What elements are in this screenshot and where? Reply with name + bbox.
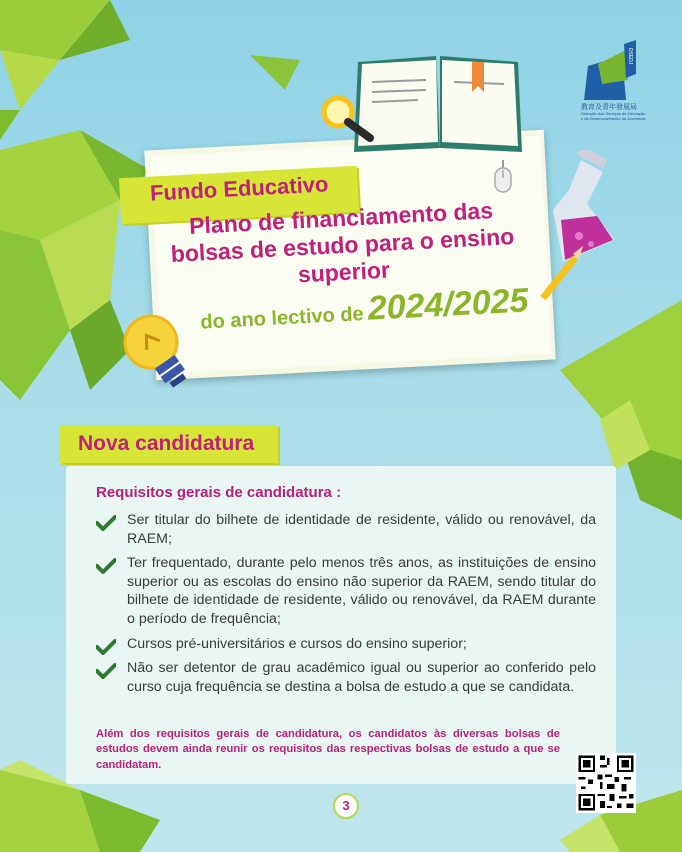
requirement-text: Ter frequentado, durante pelo menos três anos, as instituições de ensino superior ou as escolas do ensino não superior da RAEM, sendo titular do bilhete de identidade de residente, válido ou renovável, da RAEM durante o período de frequência; bbox=[127, 555, 596, 627]
pencil-icon bbox=[543, 258, 575, 298]
checkmark-icon bbox=[96, 515, 116, 531]
logo-text bbox=[581, 104, 646, 121]
logo-name-chinese: 教育及青年發展局 bbox=[581, 104, 637, 111]
requirement-text: Não ser detentor de grau académico igual ou superior ao conferido pelo curso cuja frequência se destina a bolsa de estudo a que se candidata. bbox=[127, 660, 596, 695]
requirements-list bbox=[96, 511, 596, 702]
checkmark-icon bbox=[96, 639, 116, 655]
svg-text:DSEDJ: DSEDJ bbox=[627, 48, 633, 65]
year-prefix: do ano lectivo de bbox=[199, 303, 365, 334]
logo-name-line3: e de Desenvolvimento da Juventude bbox=[581, 116, 646, 121]
logo-name-line2: Direcção dos Serviços de Educação bbox=[581, 111, 646, 116]
requirement-item bbox=[96, 659, 596, 696]
requirement-item bbox=[96, 635, 596, 654]
requirement-item bbox=[96, 554, 596, 628]
section-title: Nova candidatura bbox=[78, 432, 255, 455]
requirement-text: Cursos pré-universitários e cursos do ensino superior; bbox=[127, 635, 467, 652]
magnifier-icon bbox=[318, 92, 382, 144]
mouse-icon bbox=[492, 160, 514, 194]
requirement-item bbox=[96, 511, 596, 548]
checkmark-icon bbox=[96, 663, 116, 679]
year-value: 2024/2025 bbox=[366, 281, 530, 328]
additional-note: Além dos requisitos gerais de candidatura, os candidatos às diversas bolsas de estudos devem ainda reunir os requisitos das respectivas bolsas de estudo a que se candidatam. bbox=[96, 728, 560, 771]
lightbulb-icon bbox=[120, 308, 210, 390]
checkmark-icon bbox=[96, 558, 116, 574]
plan-title: Plano de financiamento das bolsas de estudo para o ensino superior bbox=[170, 197, 515, 288]
flask-icon bbox=[535, 150, 645, 300]
qr-code-icon[interactable] bbox=[576, 753, 636, 813]
dsedj-logo-icon bbox=[578, 40, 638, 102]
page-number: 3 bbox=[333, 793, 359, 819]
requirement-text: Ser titular do bilhete de identidade de residente, válido ou renovável, da RAEM; bbox=[127, 512, 596, 547]
fund-label: Fundo Educativo bbox=[149, 171, 329, 206]
requirements-title: Requisitos gerais de candidatura : bbox=[96, 484, 342, 501]
